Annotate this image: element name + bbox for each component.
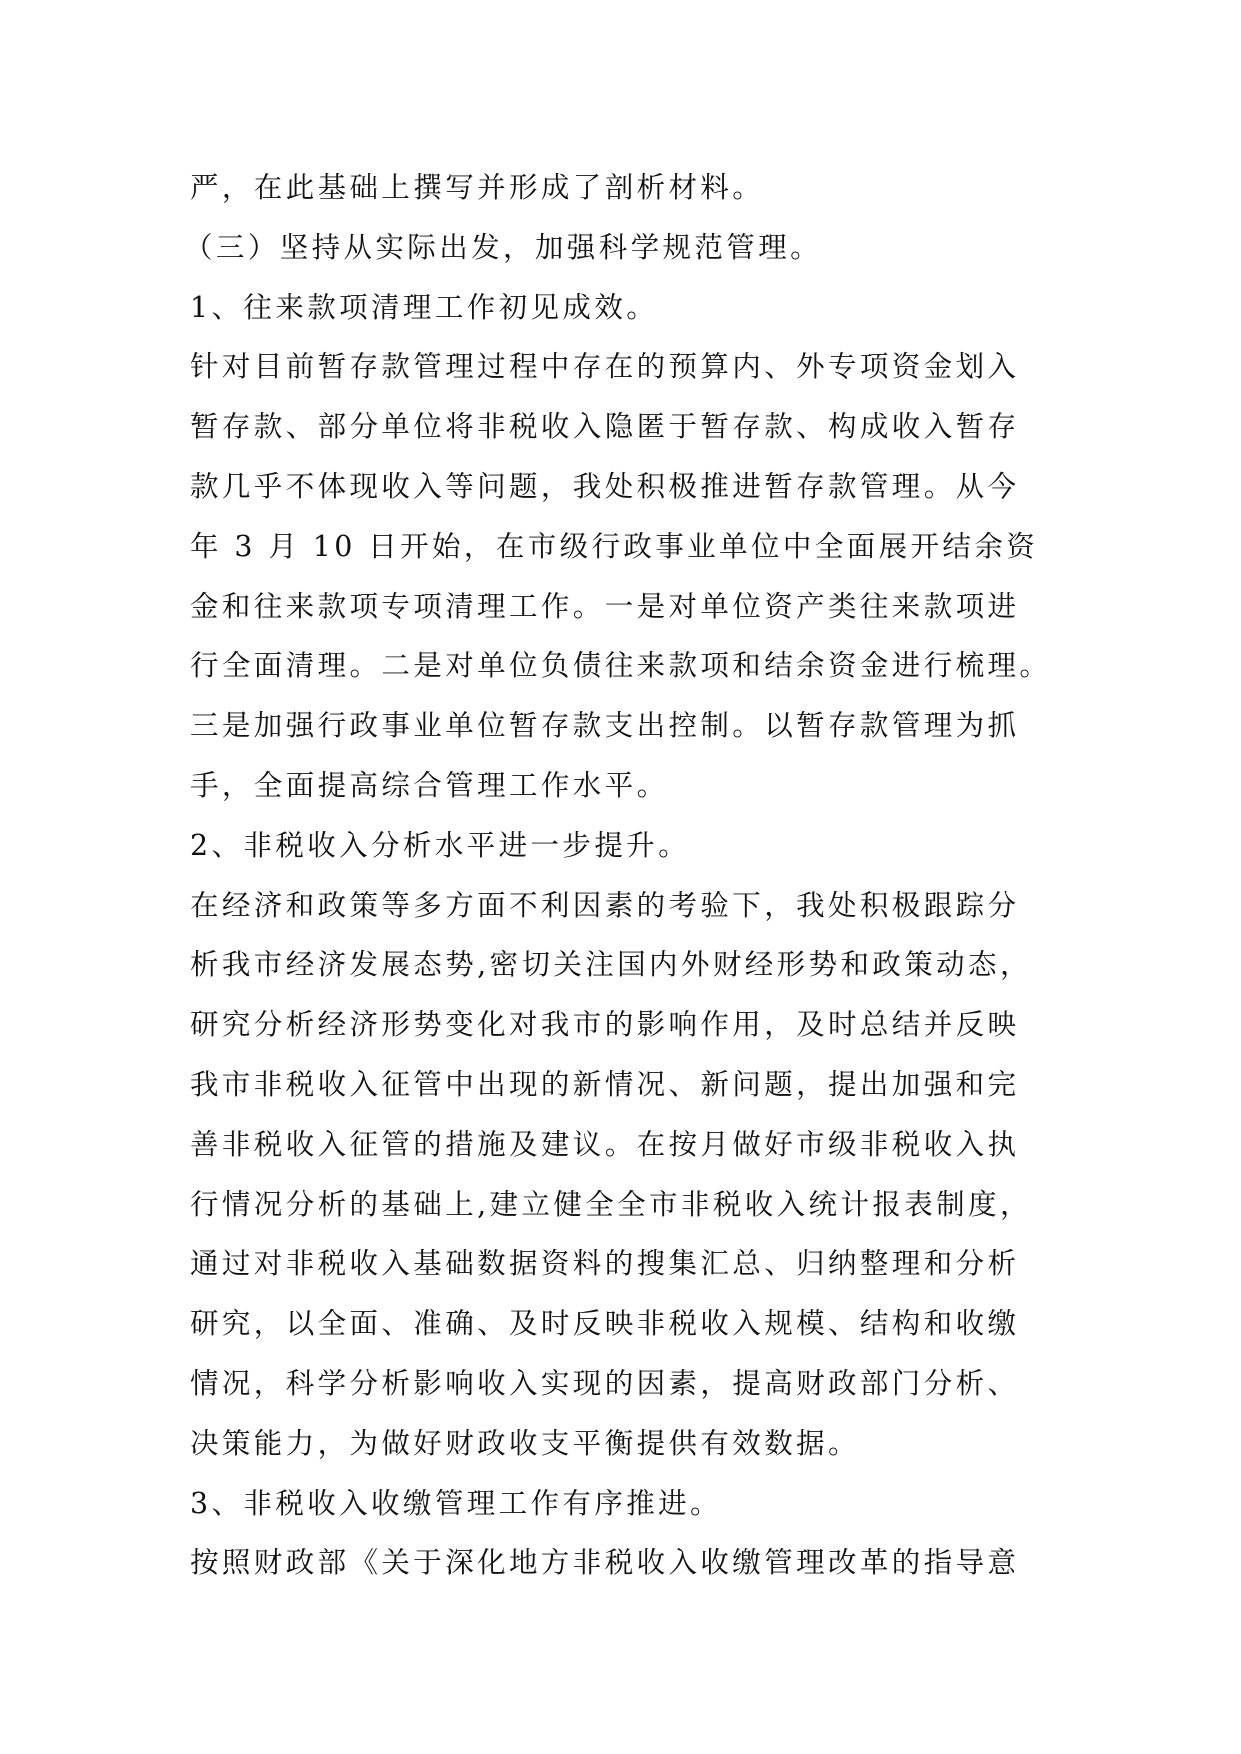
- body-line: 研究分析经济形势变化对我市的影响作用，及时总结并反映: [190, 1008, 1020, 1042]
- body-line: 行情况分析的基础上,建立健全全市非税收入统计报表制度，: [190, 1187, 1032, 1221]
- document-body: [184, 158, 1070, 1593]
- body-line: 暂存款、部分单位将非税收入隐匿于暂存款、构成收入暂存: [190, 410, 1020, 444]
- body-line: 在经济和政策等多方面不利因素的考验下，我处积极跟踪分: [190, 888, 1020, 922]
- body-line: 决策能力，为做好财政收支平衡提供有效数据。: [190, 1426, 860, 1460]
- section-heading-3: （三）坚持从实际出发，加强科学规范管理。: [184, 230, 823, 264]
- body-line: 按照财政部《关于深化地方非税收入收缴管理改革的指导意: [190, 1546, 1020, 1580]
- body-line: 析我市经济发展态势,密切关注国内外财经形势和政策动态，: [190, 948, 1032, 982]
- subheading-1: 1、往来款项清理工作初见成效。: [190, 290, 659, 324]
- body-line: 我市非税收入征管中出现的新情况、新问题，提出加强和完: [190, 1067, 1020, 1101]
- body-line: 手，全面提高综合管理工作水平。: [190, 768, 669, 802]
- body-line: 金和往来款项专项清理工作。一是对单位资产类往来款项进: [190, 589, 1020, 623]
- body-line: 情况，科学分析影响收入实现的因素，提高财政部门分析、: [190, 1366, 1020, 1400]
- body-line: 研究，以全面、准确、及时反映非税收入规模、结构和收缴: [190, 1307, 1020, 1341]
- body-line: 款几乎不体现收入等问题，我处积极推进暂存款管理。从今: [190, 469, 1020, 503]
- subheading-3: 3、非税收入收缴管理工作有序推进。: [190, 1486, 722, 1520]
- body-line: 行全面清理。二是对单位负债往来款项和结余资金进行梳理。: [190, 649, 1052, 683]
- body-line: 针对目前暂存款管理过程中存在的预算内、外专项资金划入: [190, 350, 1020, 384]
- paragraph-continuation-line: 严，在此基础上撰写并形成了剖析材料。: [190, 171, 765, 204]
- body-line: 善非税收入征管的措施及建议。在按月做好市级非税收入执: [190, 1127, 1020, 1161]
- body-line: 三是加强行政事业单位暂存款支出控制。以暂存款管理为抓: [190, 709, 1020, 743]
- body-line: 年 3 月 10 日开始，在市级行政事业单位中全面展开结余资: [190, 529, 1039, 563]
- body-line: 通过对非税收入基础数据资料的搜集汇总、归纳整理和分析: [190, 1247, 1020, 1281]
- subheading-2: 2、非税收入分析水平进一步提升。: [190, 828, 691, 862]
